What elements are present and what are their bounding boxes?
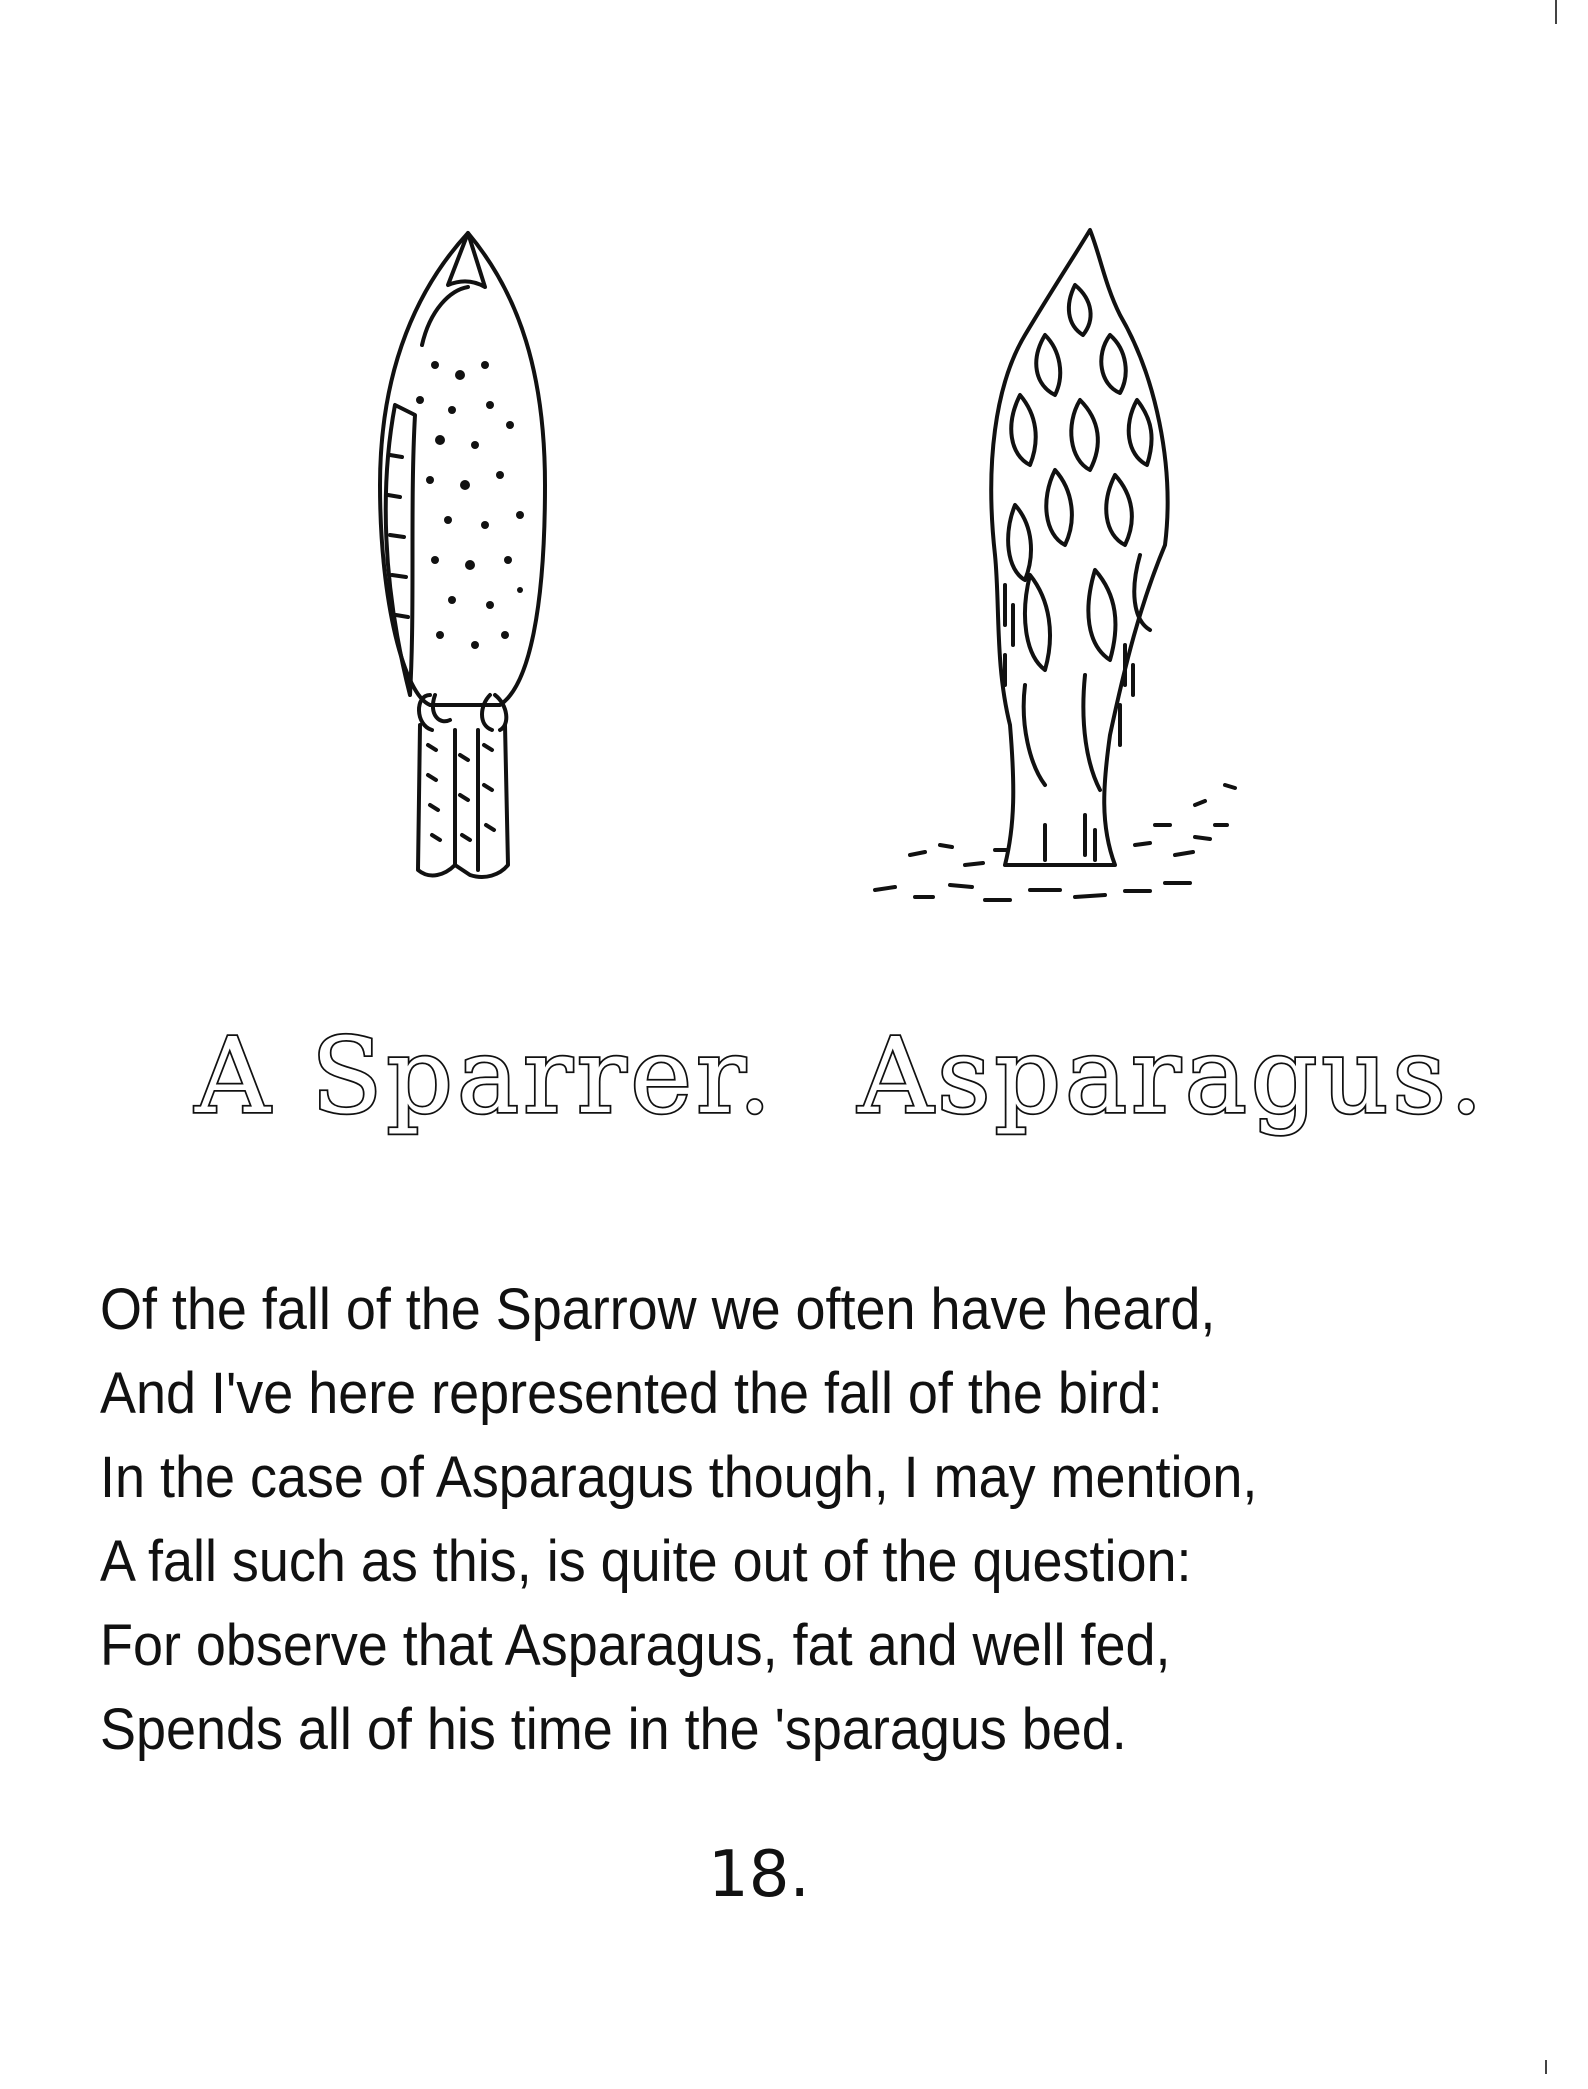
poem-line: For observe that Asparagus, fat and well fed, xyxy=(100,1613,1171,1678)
poem-line: Spends all of his time in the 'sparagus bed. xyxy=(100,1697,1127,1762)
caption-asparagus: Asparagus. xyxy=(858,1015,1487,1137)
poem-line: Of the fall of the Sparrow we often have heard, xyxy=(100,1277,1216,1342)
margin-mark-top xyxy=(1555,0,1557,24)
poem-line: In the case of Asparagus though, I may mention, xyxy=(100,1445,1258,1510)
poem-line: A fall such as this, is quite out of the question: xyxy=(100,1529,1192,1594)
sparrow-illustration xyxy=(360,225,560,895)
poem xyxy=(100,1268,1540,1772)
page-number: 18. xyxy=(708,1838,810,1912)
asparagus-illustration xyxy=(855,225,1255,925)
margin-mark-bottom xyxy=(1545,2060,1547,2074)
poem-line: And I've here represented the fall of the bird: xyxy=(100,1361,1163,1426)
caption-sparrer: A Sparrer. xyxy=(195,1015,776,1137)
